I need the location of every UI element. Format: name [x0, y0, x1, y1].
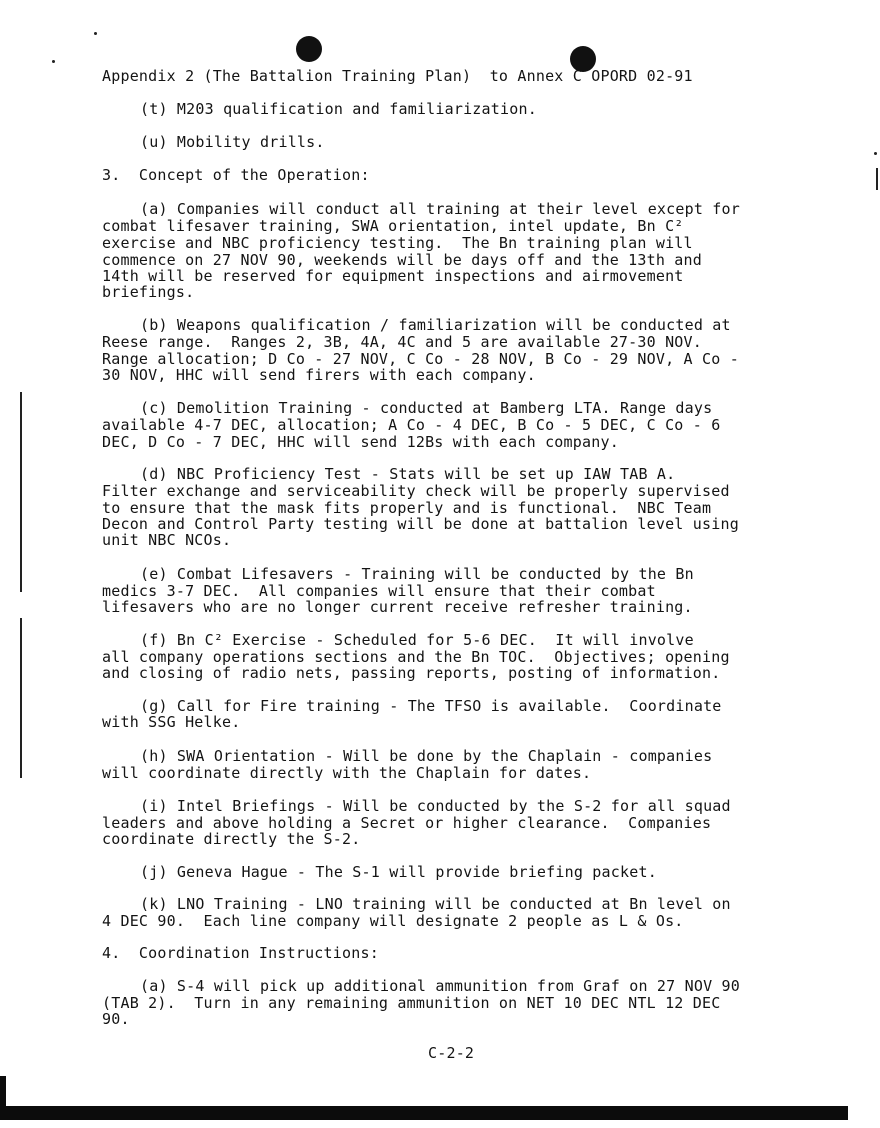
scan-border-left — [0, 1076, 6, 1120]
section-4-heading: 4. Coordination Instructions: — [102, 944, 379, 962]
scan-speck — [874, 152, 877, 155]
item-u: (u) Mobility drills. — [140, 133, 325, 151]
document-page: Appendix 2 (The Battalion Training Plan) to Annex C OPORD 02-91 (t) M203 qualification and familiarization. (u) Mobility drills. 3. Concept of the Operation: (a) Companies will conduct all training at their level except for combat lifesaver training, SWA orientation, intel update, Bn C² exercise and NBC proficiency testing. The Bn training plan will commence on 27 NOV 90, weekends will be days off and the 13th and 14th will be reserved for equipment inspections and airmovement briefings. (b) Weapons qualification / familiarization will be conducted at Reese range. Ranges 2, 3B, 4A, 4C and 5 are available 27-30 NOV. Range allocation; D Co - 27 NOV, C Co - 28 NOV, B Co - 29 NOV, A Co - 30 NOV, HHC will send firers with each company. (c) Demolition Training - conducted at Bamberg LTA. Range days available 4-7 DEC, allocation; A Co - 4 DEC, B Co - 5 DEC, C Co - 6 DEC, D Co - 7 DEC, HHC will send 12Bs with each company. (d) NBC Proficiency Test - Stats will be set up IAW TAB A. Filter exchange and serviceability check will be properly supervised to ensure that the mask fits properly and is functional. NBC Team Decon and Control Party testing will be done at battalion level using unit NBC NCOs. (e) Combat Lifesavers - Training will be conducted by the Bn medics 3-7 DEC. All companies will ensure that their combat lifesavers who are no longer current receive refresher training. (f) Bn C² Exercise - Scheduled for 5-6 DEC. It will involve all company operations sections and the Bn TOC. Objectives; opening and closing of radio nets, passing reports, posting of information. (g) Call for Fire training - The TFSO is available. Coordinate with SSG Helke. (h) SWA Orientation - Will be done by the Chaplain - companies will coordinate directly with the Chaplain for dates. (i) Intel Briefings - Will be conducted by the S-2 for all squad leaders and above holding a Secret or higher clearance. Companies coordinate directly the S-2. (j) Geneva Hague - The S-1 will provide briefing packet. (k) LNO Training - LNO training will be conducted at Bn level on 4 DEC 90. Each line company will designate 2 people as L & Os. 4. Coordination Instructions: (a) S-4 will pick up additional ammunition from Graf on 27 NOV 90 (TAB 2). Turn in any remaining ammunition on NET 10 DEC NTL 12 DEC 90. C-2-2 — [0, 0, 880, 1128]
item-t: (t) M203 qualification and familiarization. — [140, 100, 537, 118]
punch-hole-left — [296, 36, 322, 62]
page-number: C-2-2 — [428, 1044, 475, 1062]
scan-speck — [94, 32, 97, 35]
scan-edge-mark — [876, 168, 878, 190]
document-header: Appendix 2 (The Battalion Training Plan) to Annex C OPORD 02-91 — [102, 67, 693, 85]
scan-speck — [52, 60, 55, 63]
scan-edge-mark — [20, 392, 22, 592]
section-3-heading: 3. Concept of the Operation: — [102, 166, 370, 184]
scan-edge-mark — [20, 618, 22, 778]
scan-border-bottom — [0, 1106, 848, 1120]
